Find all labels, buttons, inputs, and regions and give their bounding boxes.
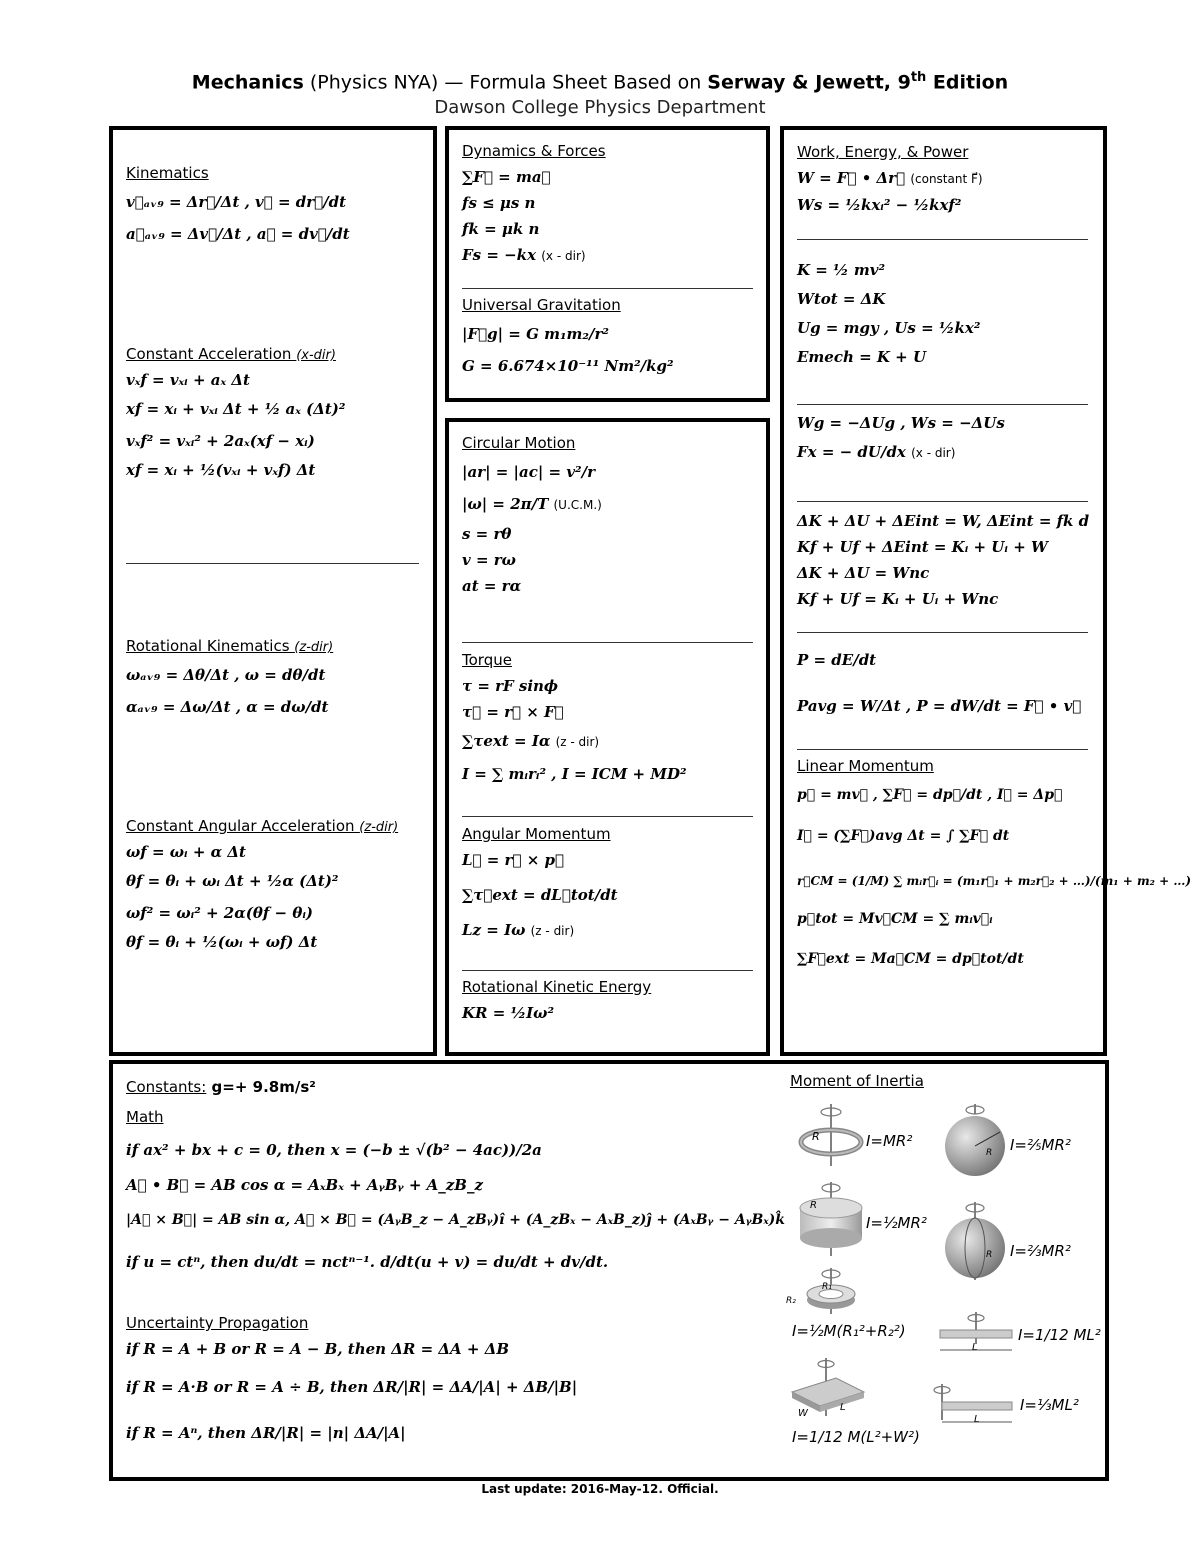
ang-mom-eq-lz bbox=[462, 917, 618, 944]
work-eq-text: W = F⃗ • Δr⃗ bbox=[797, 169, 906, 187]
col3-divider-1 bbox=[797, 239, 1088, 240]
circular-eq: |ar| = |ac| = v²/r bbox=[462, 463, 595, 481]
math-section bbox=[126, 1108, 785, 1284]
moi-hoop bbox=[796, 1100, 926, 1170]
work-note: (constant F⃗) bbox=[910, 172, 983, 186]
kinematics-eq: a⃗ₐᵥ₉ = Δv⃗/Δt , a⃗ = dv⃗/dt bbox=[126, 225, 350, 243]
power-section bbox=[797, 644, 1081, 722]
moi-shell bbox=[940, 1198, 1090, 1284]
const-acc-section bbox=[126, 345, 345, 483]
dynamics-note: (x - dir) bbox=[541, 249, 586, 263]
moi-solid-sphere-r: R bbox=[986, 1148, 993, 1158]
circular-eq: v = rω bbox=[462, 551, 516, 569]
ang-mom-section bbox=[462, 825, 618, 944]
const-ang-eq: ωf² = ωᵢ² + 2α(θf − θᵢ) bbox=[126, 904, 314, 922]
col2-divider-1 bbox=[462, 288, 753, 289]
moi-shell-formula: I=⅔MR² bbox=[1010, 1242, 1071, 1260]
dynamics-eq: fs ≤ μs n bbox=[462, 194, 536, 212]
cylinder-diagram-icon bbox=[796, 1180, 866, 1260]
moi-annulus-r1: R₁ bbox=[822, 1282, 832, 1292]
const-ang-note: (z-dir) bbox=[359, 820, 399, 835]
kinematics-title: Kinematics bbox=[126, 164, 209, 182]
col3-divider-5 bbox=[797, 749, 1088, 750]
dynamics-eq: fk = μk n bbox=[462, 220, 540, 238]
uncert-eq: if R = A + B or R = A − B, then ΔR = ΔA + ΔB bbox=[126, 1340, 510, 1358]
gravitation-section bbox=[462, 296, 674, 382]
torque-section bbox=[462, 651, 687, 790]
moi-rod-center-l: L bbox=[972, 1342, 978, 1353]
shell-diagram-icon bbox=[940, 1198, 1010, 1284]
work-section bbox=[797, 143, 983, 218]
moi-plate-l: L bbox=[840, 1402, 846, 1413]
torque-eq: I = ∑ mᵢrᵢ² , I = ICM + MD² bbox=[462, 765, 687, 783]
col2-divider-3 bbox=[462, 816, 753, 817]
const-acc-eq: xf = xᵢ + vₓᵢ Δt + ½ aₓ (Δt)² bbox=[126, 400, 346, 418]
uncert-title: Uncertainty Propagation bbox=[126, 1314, 309, 1332]
moi-rod-end bbox=[926, 1380, 1096, 1430]
momentum-section bbox=[797, 757, 1191, 981]
potential-eq-fx-text: Fx = − dU/dx bbox=[797, 443, 906, 461]
work-eq: Ws = ½kxᵢ² − ½kxf² bbox=[797, 196, 962, 214]
work-eq bbox=[797, 165, 983, 192]
const-ang-eq: ωf = ωᵢ + α Δt bbox=[126, 843, 246, 861]
energy-eq: Wtot = ΔK bbox=[797, 290, 886, 308]
col2-divider-4 bbox=[462, 970, 753, 971]
energy-eq: Ug = mgy , Us = ½kx² bbox=[797, 319, 981, 337]
moi-annulus bbox=[786, 1266, 926, 1346]
dynamics-eq-spring bbox=[462, 242, 606, 269]
circular-eq-omega-text: |ω| = 2π/T bbox=[462, 495, 549, 513]
moi-annulus-formula: I=½M(R₁²+R₂²) bbox=[792, 1322, 906, 1340]
torque-title: Torque bbox=[462, 651, 512, 669]
gravitation-eq: G = 6.674×10⁻¹¹ Nm²/kg² bbox=[462, 357, 674, 375]
dynamics-section bbox=[462, 142, 606, 269]
constants-value: g=+ 9.8m/s² bbox=[211, 1078, 316, 1096]
rot-kin-title bbox=[126, 637, 333, 655]
col3-divider-2 bbox=[797, 404, 1088, 405]
moi-cylinder-formula: I=½MR² bbox=[866, 1214, 927, 1232]
moi-rod-center-formula: I=1/12 ML² bbox=[1018, 1326, 1101, 1344]
const-acc-eq: vₓf = vₓᵢ + aₓ Δt bbox=[126, 371, 250, 389]
conservation-eq: ΔK + ΔU = Wnc bbox=[797, 564, 930, 582]
hoop-diagram-icon bbox=[796, 1100, 866, 1170]
const-acc-eq: xf = xᵢ + ½(vₓᵢ + vₓf) Δt bbox=[126, 461, 316, 479]
sheet-header bbox=[0, 64, 1200, 120]
uncert-section bbox=[126, 1314, 577, 1454]
const-ang-title-text: Constant Angular Acceleration bbox=[126, 817, 355, 835]
conservation-eq: Kf + Uf + ΔEint = Kᵢ + Uᵢ + W bbox=[797, 538, 1048, 556]
title-mechanics: Mechanics bbox=[191, 71, 304, 94]
energy-eq: Emech = K + U bbox=[797, 348, 927, 366]
moi-rod-center bbox=[936, 1308, 1101, 1358]
const-ang-eq: θf = θᵢ + ½(ωᵢ + ωf) Δt bbox=[126, 933, 318, 951]
math-eq: A⃗ • B⃗ = AB cos α = AₓBₓ + AᵧBᵧ + A_zB_z bbox=[126, 1176, 484, 1194]
solid-sphere-diagram-icon bbox=[940, 1100, 1010, 1180]
conservation-eq: Kf + Uf = Kᵢ + Uᵢ + Wnc bbox=[797, 590, 999, 608]
rot-ke-title: Rotational Kinetic Energy bbox=[462, 978, 652, 996]
sheet-subtitle: Dawson College Physics Department bbox=[434, 97, 766, 119]
const-ang-eq: θf = θᵢ + ωᵢ Δt + ½α (Δt)² bbox=[126, 872, 339, 890]
torque-eq: τ⃗ = r⃗ × F⃗ bbox=[462, 703, 564, 721]
const-acc-title-text: Constant Acceleration bbox=[126, 345, 292, 363]
moi-solid-sphere bbox=[940, 1100, 1090, 1180]
potential-section bbox=[797, 410, 1005, 469]
ang-mom-title: Angular Momentum bbox=[462, 825, 611, 843]
rot-kin-eq: αₐᵥ₉ = Δω/Δt , α = dω/dt bbox=[126, 698, 329, 716]
moi-solid-sphere-formula: I=⅖MR² bbox=[1010, 1136, 1071, 1154]
circular-section bbox=[462, 434, 602, 599]
circular-title: Circular Motion bbox=[462, 434, 576, 452]
work-title: Work, Energy, & Power bbox=[797, 143, 969, 161]
dynamics-title: Dynamics & Forces bbox=[462, 142, 606, 160]
sheet-title bbox=[0, 64, 1200, 96]
power-eq: P = dE/dt bbox=[797, 651, 877, 669]
dynamics-eq-spring-text: Fs = −kx bbox=[462, 246, 537, 264]
torque-note: (z - dir) bbox=[555, 735, 600, 749]
title-book: Serway & Jewett, 9 bbox=[707, 71, 911, 94]
moi-plate bbox=[786, 1356, 936, 1456]
conservation-eq: ΔK + ΔU + ΔEint = W, ΔEint = fk d bbox=[797, 512, 1090, 530]
gravitation-title: Universal Gravitation bbox=[462, 296, 621, 314]
momentum-title: Linear Momentum bbox=[797, 757, 934, 775]
circular-eq: s = rθ bbox=[462, 525, 512, 543]
moi-cylinder-r: R bbox=[810, 1200, 817, 1211]
constants-section bbox=[126, 1074, 316, 1100]
title-edition: Edition bbox=[926, 71, 1009, 94]
uncert-eq: if R = A·B or R = A ÷ B, then ΔR/|R| = ΔA/|A| + ΔB/|B| bbox=[126, 1378, 578, 1396]
rot-kin-note: (z-dir) bbox=[294, 640, 334, 655]
col3-divider-4 bbox=[797, 632, 1088, 633]
rod-end-diagram-icon bbox=[926, 1380, 1016, 1430]
rot-kin-title-text: Rotational Kinematics bbox=[126, 637, 290, 655]
gravitation-eq: |F⃗g| = G m₁m₂/r² bbox=[462, 325, 609, 343]
kinematics-section bbox=[126, 164, 350, 250]
col3-divider-3 bbox=[797, 501, 1088, 502]
circular-eq-omega bbox=[462, 488, 602, 521]
ucm-note: (U.C.M.) bbox=[553, 498, 602, 512]
moi-hoop-r: R bbox=[812, 1130, 820, 1143]
conservation-section bbox=[797, 508, 1089, 612]
rot-kin-eq: ωₐᵥ₉ = Δθ/Δt , ω = dθ/dt bbox=[126, 666, 326, 684]
math-eq: if u = ctⁿ, then du/dt = nctⁿ⁻¹. d/dt(u + v) = du/dt + dv/dt. bbox=[126, 1253, 609, 1271]
momentum-eq: ∑F⃗ext = Ma⃗CM = dp⃗tot/dt bbox=[797, 951, 1024, 967]
annulus-diagram-icon bbox=[786, 1266, 856, 1316]
moi-hoop-formula: I=MR² bbox=[866, 1132, 913, 1150]
moi-plate-w: W bbox=[798, 1408, 808, 1419]
moi-plate-formula: I=1/12 M(L²+W²) bbox=[792, 1428, 920, 1446]
momentum-eq: I⃗ = (∑F⃗)avg Δt = ∫ ∑F⃗ dt bbox=[797, 828, 1010, 844]
momentum-eq: r⃗CM = (1/M) ∑ mᵢr⃗ᵢ = (m₁r⃗₁ + m₂r⃗₂ + …)/(m₁ + m₂ + …) bbox=[797, 874, 1192, 888]
math-eq: if ax² + bx + c = 0, then x = (−b ± √(b² − 4ac))/2a bbox=[126, 1141, 542, 1159]
moi-title: Moment of Inertia bbox=[790, 1072, 924, 1090]
uncert-eq: if R = Aⁿ, then ΔR/|R| = |n| ΔA/|A| bbox=[126, 1424, 406, 1442]
constants-label: Constants: bbox=[126, 1078, 207, 1096]
kinematics-eq: v⃗ₐᵥ₉ = Δr⃗/Δt , v⃗ = dr⃗/dt bbox=[126, 193, 347, 211]
torque-eq: τ = rF sinϕ bbox=[462, 677, 559, 695]
moi-annulus-r2: R₂ bbox=[786, 1296, 796, 1306]
title-middle: (Physics NYA) — Formula Sheet Based on bbox=[303, 71, 708, 94]
potential-note: (x - dir) bbox=[911, 446, 956, 460]
momentum-eq: p⃗ = mv⃗ , ∑F⃗ = dp⃗/dt , I⃗ = Δp⃗ bbox=[797, 787, 1063, 803]
circular-eq: at = rα bbox=[462, 577, 522, 595]
const-ang-section bbox=[126, 817, 398, 955]
const-acc-title bbox=[126, 345, 345, 363]
energy-section bbox=[797, 254, 980, 370]
potential-eq: Wg = −ΔUg , Ws = −ΔUs bbox=[797, 414, 1005, 432]
const-acc-eq: vₓf² = vₓᵢ² + 2aₓ(xf − xᵢ) bbox=[126, 432, 315, 450]
const-ang-title bbox=[126, 817, 398, 835]
constants-line bbox=[126, 1074, 316, 1100]
momentum-eq: p⃗tot = Mv⃗CM = ∑ mᵢv⃗ᵢ bbox=[797, 911, 993, 927]
math-eq: |A⃗ × B⃗| = AB sin α, A⃗ × B⃗ = (AᵧB_z − A_zBᵧ)î + (A_zBₓ − AₓB_z)ĵ + (AₓBᵧ − AᵧBₓ)k̂ bbox=[126, 1212, 785, 1228]
title-sup: th bbox=[910, 70, 927, 85]
const-acc-note: (x-dir) bbox=[296, 348, 336, 363]
torque-eq-sum-text: ∑τext = Iα bbox=[462, 732, 551, 750]
col2-divider-2 bbox=[462, 642, 753, 643]
footer-update: Last update: 2016-May-12. Official. bbox=[481, 1482, 719, 1496]
math-title: Math bbox=[126, 1108, 164, 1126]
ang-mom-eq-lz-text: Lz = Iω bbox=[462, 921, 526, 939]
moi-rod-end-l: L bbox=[974, 1414, 980, 1425]
ang-mom-eq: L⃗ = r⃗ × p⃗ bbox=[462, 851, 564, 869]
moi-shell-r: R bbox=[986, 1250, 993, 1260]
moi-rod-end-formula: I=⅓ML² bbox=[1020, 1396, 1079, 1414]
rot-kin-section bbox=[126, 637, 333, 723]
potential-eq-fx bbox=[797, 436, 1005, 469]
moi-cylinder bbox=[796, 1180, 936, 1260]
ang-mom-eq: ∑τ⃗ext = dL⃗tot/dt bbox=[462, 886, 618, 904]
ang-mom-note: (z - dir) bbox=[530, 924, 575, 938]
torque-eq-sum bbox=[462, 725, 687, 758]
rot-ke-section bbox=[462, 978, 651, 1026]
rot-ke-eq: KR = ½Iω² bbox=[462, 1004, 555, 1022]
power-eq: Pavg = W/Δt , P = dW/dt = F⃗ • v⃗ bbox=[797, 697, 1082, 715]
energy-eq: K = ½ mv² bbox=[797, 261, 886, 279]
dynamics-eq: ∑F⃗ = ma⃗ bbox=[462, 168, 551, 186]
col1-divider bbox=[126, 563, 419, 564]
